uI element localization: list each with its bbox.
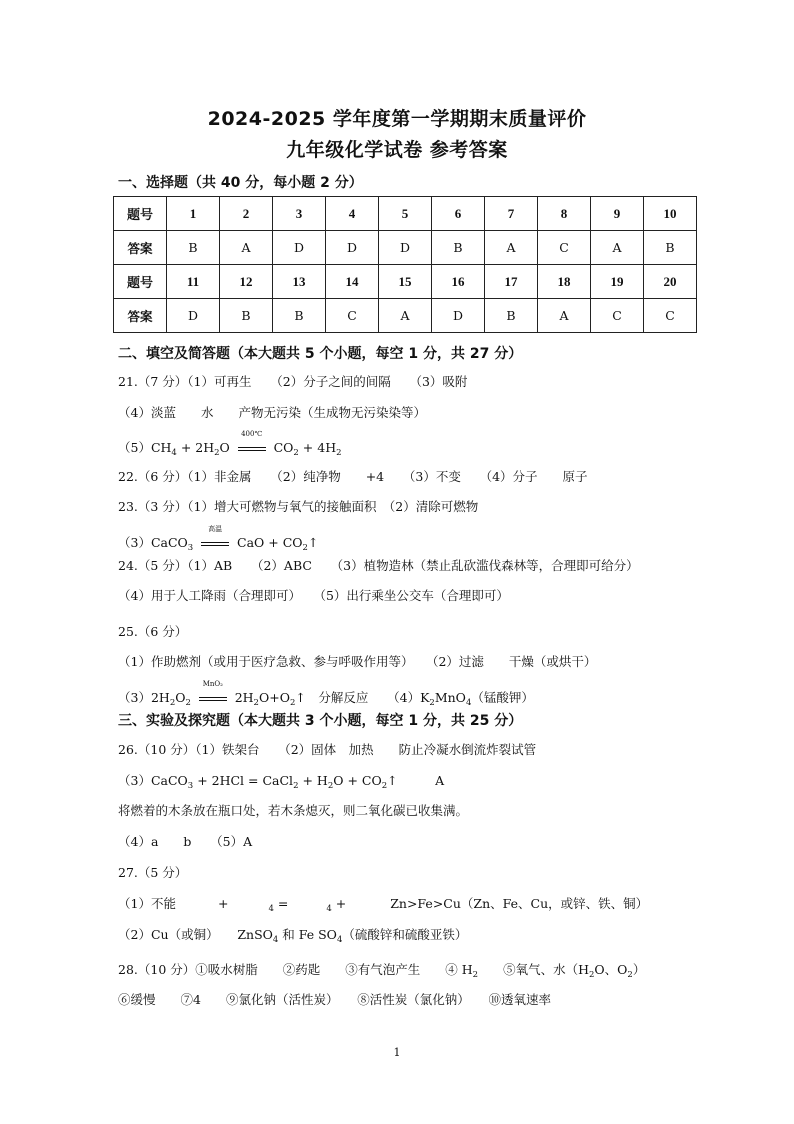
- table-cell: 6: [432, 197, 485, 231]
- table-cell: 3: [273, 197, 326, 231]
- table-cell: 13: [273, 265, 326, 299]
- table-cell: D: [326, 231, 379, 265]
- q25-tail: 分解反应 （4）K: [318, 690, 430, 705]
- q21-line3: $(5)CH_4 + 2H_2O$ 400℃ $CO_2 + 4H_2$: [118, 430, 342, 458]
- table-cell: B: [167, 231, 220, 265]
- q24-line1: 24.（5 分）（1）AB （2）ABC （3）植物造林（禁止乱砍滥伐森林等，合理即可给分）: [118, 558, 639, 573]
- table-label: 答案: [114, 231, 167, 265]
- page-number: 1: [393, 1046, 401, 1059]
- table-cell: 16: [432, 265, 485, 299]
- q23-line2: （3）CaCO$_3$ 高温 CaO + $CO_2↑$: [118, 525, 319, 553]
- table-cell: 2: [220, 197, 273, 231]
- q28-line2: ⑥缓慢 ⑦4 ⑨氯化钠（活性炭） ⑧活性炭（氯化钠） ⑩透氧速率: [118, 992, 551, 1007]
- table-cell: A: [220, 231, 273, 265]
- q27-line2: （1）不能 + $_4$ = $_4$ + Zn>Fe>Cu（Zn、Fe、Cu，或锌、铁、铜）: [118, 896, 649, 914]
- table-label: 题号: [114, 265, 167, 299]
- q21-line1: 21.（7 分）（1）可再生 （2）分子之间的间隔 （3）吸附: [118, 374, 468, 389]
- q25-line1: 25.（6 分）: [118, 624, 188, 639]
- q26-line1: 26.（10 分）（1）铁架台 （2）固体 加热 防止冷凝水倒流炸裂试管: [118, 742, 537, 757]
- table-row: [114, 265, 697, 299]
- table-cell: 20: [644, 265, 697, 299]
- table-cell: C: [326, 299, 379, 333]
- table-row: [114, 299, 697, 333]
- table-cell: 15: [379, 265, 432, 299]
- table-cell: 10: [644, 197, 697, 231]
- q27-line3: （2）Cu（或铜） ZnSO$_4$ 和 Fe $SO_4$（硫酸锌和硫酸亚铁）: [118, 927, 468, 945]
- section1-heading: 一、选择题（共 40 分，每小题 2 分）: [118, 175, 363, 191]
- page-title: 2024-2025 学年度第一学期期末质量评价: [207, 108, 587, 130]
- table-cell: C: [591, 299, 644, 333]
- table-cell: 11: [167, 265, 220, 299]
- q26-line4: （4）a b （5）A: [118, 834, 253, 849]
- q21-line2: （4）淡蓝 水 产物无污染（生成物无污染染等）: [118, 405, 426, 420]
- table-cell: A: [379, 299, 432, 333]
- table-cell: 19: [591, 265, 644, 299]
- reaction-condition: MnO₂: [199, 683, 227, 705]
- table-cell: D: [167, 299, 220, 333]
- table-row: [114, 231, 697, 265]
- reaction-condition: 400℃: [238, 433, 266, 455]
- table-cell: 18: [538, 265, 591, 299]
- table-row: [114, 197, 697, 231]
- table-cell: C: [644, 299, 697, 333]
- table-cell: A: [538, 299, 591, 333]
- q22-line: 22.（6 分）（1）非金属 （2）纯净物 +4 （3）不变 （4）分子 原子: [118, 469, 588, 484]
- table-label: 答案: [114, 299, 167, 333]
- q25-line2: （1）作助燃剂（或用于医疗急救、参与呼吸作用等） （2）过滤 干燥（或烘干）: [118, 654, 597, 669]
- table-cell: C: [538, 231, 591, 265]
- table-cell: A: [485, 231, 538, 265]
- table-cell: B: [273, 299, 326, 333]
- table-cell: 7: [485, 197, 538, 231]
- q28-line1: 28.（10 分）①吸水树脂 ②药匙 ③有气泡产生 ④ $H_2$ ⑤氧气、水（$H_2O$、$O_2$）: [118, 962, 646, 980]
- q23-line1: 23.（3 分）（1）增大可燃物与氧气的接触面积 （2）清除可燃物: [118, 499, 479, 514]
- section2-heading: 二、填空及简答题（本大题共 5 个小题，每空 1 分，共 27 分）: [118, 346, 523, 362]
- table-cell: 1: [167, 197, 220, 231]
- table-cell: 14: [326, 265, 379, 299]
- table-cell: D: [432, 299, 485, 333]
- table-cell: 4: [326, 197, 379, 231]
- q26-answer: A: [435, 773, 445, 788]
- table-cell: 8: [538, 197, 591, 231]
- q26-line3: 将燃着的木条放在瓶口处，若木条熄灭，则二氧化碳已收集满。: [118, 803, 469, 818]
- table-cell: A: [591, 231, 644, 265]
- answer-table: [113, 196, 697, 333]
- q21-equation-rhs: CO: [273, 440, 294, 455]
- table-cell: D: [273, 231, 326, 265]
- reaction-condition: 高温: [201, 528, 229, 550]
- q24-line2: （4）用于人工降雨（合理即可） （5）出行乘坐公交车（合理即可）: [118, 588, 509, 603]
- table-label: 题号: [114, 197, 167, 231]
- table-cell: 17: [485, 265, 538, 299]
- table-cell: 12: [220, 265, 273, 299]
- table-cell: B: [432, 231, 485, 265]
- q26-line2: （3）CaCO$_3$ + 2HCl = CaCl$_2$ + $H_2O$ + $CO_2↑$ A: [118, 773, 445, 791]
- q21-equation-lhs: （5）CH: [118, 440, 172, 455]
- table-cell: D: [379, 231, 432, 265]
- q25-line3: $(3)2H_2O_2$ MnO₂ $2H_2O+O_2↑$ 分解反应 $(4)K_2MnO_4$（锰酸钾）: [118, 680, 534, 708]
- table-cell: B: [644, 231, 697, 265]
- table-cell: B: [485, 299, 538, 333]
- q27-line1: 27.（5 分）: [118, 865, 188, 880]
- page-subtitle: 九年级化学试卷 参考答案: [286, 139, 508, 161]
- section3-heading: 三、实验及探究题（本大题共 3 个小题，每空 1 分，共 25 分）: [118, 713, 523, 729]
- table-cell: 9: [591, 197, 644, 231]
- q25-end: （锰酸钾）: [471, 690, 534, 705]
- table-cell: B: [220, 299, 273, 333]
- table-cell: 5: [379, 197, 432, 231]
